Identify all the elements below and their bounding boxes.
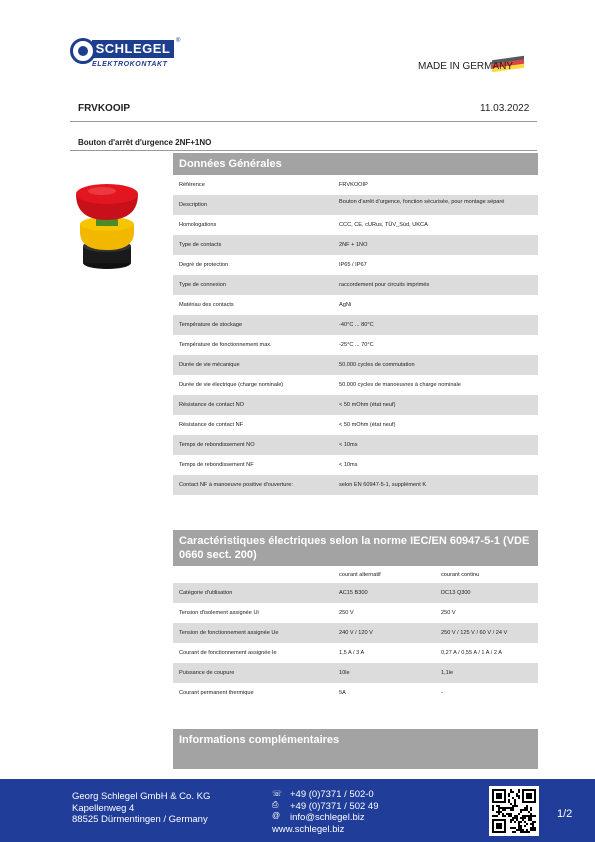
row-label: Puissance de coupure (179, 670, 235, 676)
row-value: CCC, CE, cURus, TÜV_Süd, UKCA (339, 222, 428, 228)
row-value-ac: AC15 B300 (339, 590, 368, 596)
phone-icon: ☏ (272, 789, 283, 798)
row-value: Bouton d'arrêt d'urgence, fonction sécurisée, pour montage séparé (339, 199, 505, 205)
row-value: < 50 mOhm (état neuf) (339, 422, 396, 428)
section-header-electrical: Caractéristiques électriques selon la norme IEC/EN 60947-5-1 (VDE 0660 sect. 200) (173, 530, 538, 566)
divider (70, 121, 537, 122)
row-value-ac: 5A (339, 690, 346, 696)
table-row (173, 603, 538, 623)
row-value: IP65 / IP67 (339, 262, 367, 268)
divider (70, 150, 537, 151)
column-header-dc: courant continu (441, 572, 480, 578)
row-label: Homologations (179, 222, 217, 228)
made-in-label: MADE IN GERMANY (418, 61, 514, 72)
table-row (173, 623, 538, 643)
section-header-additional: Informations complémentaires (173, 729, 538, 769)
row-label: Type de contacts (179, 242, 222, 248)
footer-contact (272, 789, 379, 835)
row-value: -25°C ... 70°C (339, 342, 374, 348)
row-label: Degré de protection (179, 262, 229, 268)
row-value-ac: 250 V (339, 610, 354, 616)
registered-mark: ® (176, 38, 181, 44)
row-value: < 50 mOhm (état neuf) (339, 402, 396, 408)
fax-icon: ⎙ (272, 800, 279, 809)
column-header-ac: courant alternatif (339, 572, 381, 578)
section-header-general: Données Générales (173, 153, 538, 175)
row-value-dc: 250 V (441, 610, 456, 616)
row-value-dc: 1,1le (441, 670, 454, 676)
table-row (173, 355, 538, 375)
table-row (173, 683, 538, 703)
row-label: Type de connexion (179, 282, 226, 288)
row-label: Température de fonctionnement max. (179, 342, 272, 348)
row-label: Résistance de contact NO (179, 402, 244, 408)
row-value-dc: 0,27 A / 0,55 A / 1 A / 2 A (441, 650, 502, 656)
fax-number: +49 (0)7371 / 502 49 (290, 800, 379, 812)
street-address: Kapellenweg 4 (72, 802, 135, 814)
row-value-ac: 10le (339, 670, 350, 676)
row-value: 50.000 cycles de manoeuvres à charge nominale (339, 382, 461, 388)
row-value: -40°C ... 80°C (339, 322, 374, 328)
table-row (173, 195, 538, 215)
row-label: Durée de vie mécanique (179, 362, 240, 368)
qr-code-image (489, 786, 539, 836)
table-row (173, 395, 538, 415)
logo-brand: SCHLEGEL (92, 40, 174, 58)
row-label: Durée de vie électrique (charge nominale) (179, 382, 284, 388)
footer-address (72, 791, 210, 826)
row-label: Contact NF à manoeuvre positive d'ouverture: (179, 482, 293, 488)
row-label: Résistance de contact NF (179, 422, 244, 428)
row-label: Tension d'isolement assignée Ui (179, 610, 259, 616)
row-value-dc: - (441, 690, 443, 696)
table-row (173, 235, 538, 255)
table-row (173, 295, 538, 315)
website-link[interactable]: www.schlegel.biz (272, 823, 345, 835)
company-logo (70, 38, 180, 74)
row-label: Température de stockage (179, 322, 243, 328)
table-row (173, 643, 538, 663)
table-row (173, 415, 538, 435)
logo-subtitle: ELEKTROKONTAKT (92, 61, 168, 68)
product-code: FRVKOOIP (78, 103, 131, 114)
table-row (173, 663, 538, 683)
city-address: 88525 Dürmentingen / Germany (72, 814, 208, 825)
table-row (173, 335, 538, 355)
table-row (173, 315, 538, 335)
row-value: FRVKOOIP (339, 182, 368, 188)
row-value: 2NF + 1NO (339, 242, 368, 248)
email-link[interactable]: info@schlegel.biz (290, 812, 365, 823)
table-row (173, 475, 538, 495)
email-icon: @ (272, 811, 281, 820)
table-row (173, 255, 538, 275)
document-date: 11.03.2022 (480, 103, 530, 114)
table-row (173, 435, 538, 455)
row-value-dc: DC13 Q300 (441, 590, 471, 596)
row-label: Tension de fonctionnement assignée Ue (179, 630, 279, 636)
row-value: selon EN 60947-5-1, supplément K (339, 482, 427, 488)
table-row (173, 275, 538, 295)
row-label: Courant permanent thermique (179, 690, 254, 696)
row-value: < 10ms (339, 462, 358, 468)
electrical-column-headers (173, 570, 538, 582)
table-row (173, 583, 538, 603)
row-value: AgNi (339, 302, 352, 308)
footer (0, 779, 595, 842)
page-number: 1/2 (557, 808, 573, 820)
row-label: Catégorie d'utilisation (179, 590, 233, 596)
row-value: raccordement pour circuits imprimés (339, 282, 430, 288)
table-row (173, 455, 538, 475)
row-label: Matériau des contacts (179, 302, 234, 308)
product-subtitle: Bouton d'arrêt d'urgence 2NF+1NO (78, 138, 212, 147)
row-label: Référence (179, 182, 205, 188)
row-value-ac: 240 V / 120 V (339, 630, 373, 636)
row-value: < 10ms (339, 442, 358, 448)
emergency-stop-button-image (72, 180, 142, 275)
phone-number: +49 (0)7371 / 502-0 (290, 789, 374, 800)
row-label: Temps de rebondissement NO (179, 442, 255, 448)
table-row (173, 175, 538, 195)
row-label: Courant de fonctionnement assignée Ie (179, 650, 277, 656)
row-label: Temps de rebondissement NF (179, 462, 254, 468)
table-row (173, 375, 538, 395)
row-value-dc: 250 V / 125 V / 60 V / 24 V (441, 630, 508, 636)
row-value-ac: 1,5 A / 3 A (339, 650, 365, 656)
row-label: Description (179, 202, 207, 208)
table-row (173, 215, 538, 235)
company-name: Georg Schlegel GmbH & Co. KG (72, 791, 211, 802)
row-value: 50.000 cycles de commutation (339, 362, 415, 368)
